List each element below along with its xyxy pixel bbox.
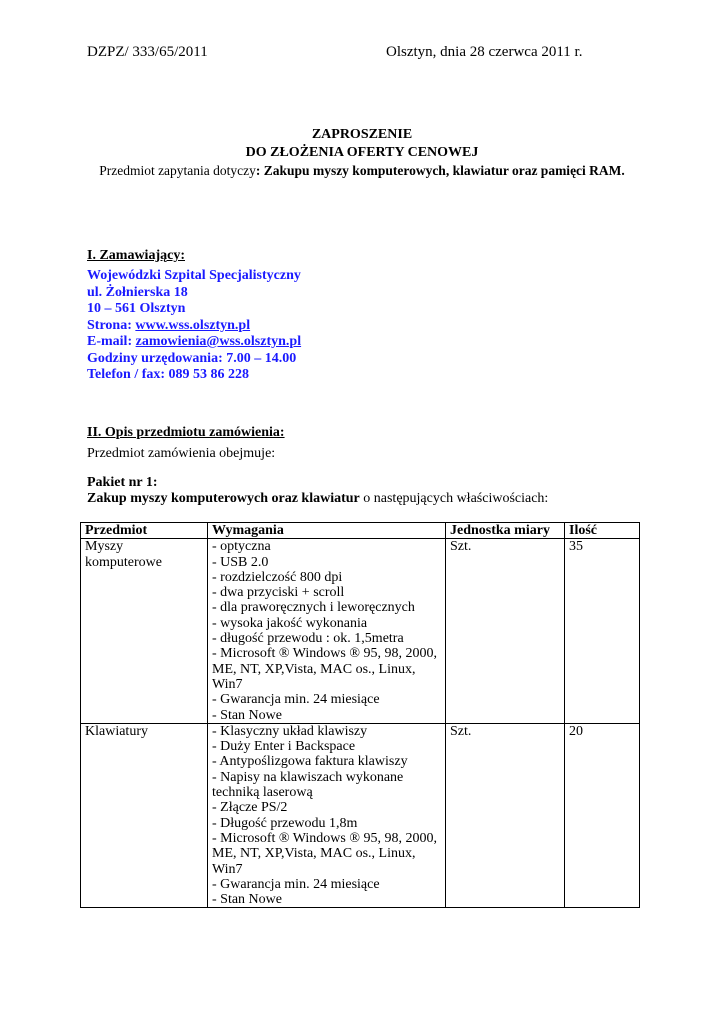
authority-website-row [87, 318, 301, 335]
contracting-authority [87, 268, 301, 384]
requirement-line: - wysoka jakość wykonania [212, 615, 368, 631]
cell-requirements [208, 539, 446, 724]
authority-email-row [87, 334, 301, 351]
order-intro: Przedmiot zamówienia obejmuje: [87, 446, 276, 461]
place-and-date: Olsztyn, dnia 28 czerwca 2011 r. [386, 44, 583, 60]
cell-requirements [208, 723, 446, 908]
document-title: ZAPROSZENIE [311, 127, 413, 142]
website-link[interactable]: www.wss.olsztyn.pl [135, 317, 251, 333]
requirement-line: - Stan Nowe [212, 892, 282, 908]
table-row [81, 539, 640, 724]
requirement-line: - dwa przyciski + scroll [212, 585, 345, 601]
inquiry-subject [0, 163, 724, 179]
authority-hours: Godziny urzędowania: 7.00 – 14.00 [87, 350, 297, 366]
requirement-line: - rozdzielczość 800 dpi [212, 569, 343, 585]
requirement-line: - Microsoft ® Windows ® 95, 98, 2000, ME, NT, XP,Vista, MAC os., Linux, Win7 [212, 646, 437, 692]
reference-number: DZPZ/ 333/65/2011 [87, 44, 208, 60]
section-2-heading: II. Opis przedmiotu zamówienia: [87, 425, 285, 440]
requirement-line: - Klasyczny układ klawiszy [212, 723, 368, 739]
document-subtitle: DO ZŁOŻENIA OFERTY CENOWEJ [245, 145, 479, 160]
inquiry-subject-colon: : [255, 163, 261, 178]
package-title: Zakup myszy komputerowych oraz klawiatur [87, 491, 360, 506]
authority-phone: Telefon / fax: 089 53 86 228 [87, 367, 250, 382]
section-1-heading: I. Zamawiający: [87, 248, 185, 263]
cell-unit: Szt. [446, 723, 565, 908]
requirement-line: - Gwarancja min. 24 miesiące [212, 876, 380, 892]
cell-item: Klawiatury [81, 723, 208, 908]
table-header-row [81, 523, 640, 539]
package-description [87, 491, 548, 507]
requirement-line: - Napisy na klawiszach wykonane techniką laserową [212, 769, 404, 801]
website-label: Strona: [87, 317, 132, 333]
cell-quantity: 35 [565, 539, 640, 724]
package-suffix: o następujących właściwościach: [363, 491, 549, 506]
inquiry-subject-label: Przedmiot zapytania dotyczy [99, 163, 256, 178]
package-label: Pakiet nr 1: [87, 475, 158, 490]
header-requirements: Wymagania [208, 523, 446, 539]
header-quantity: Ilość [565, 523, 640, 539]
requirement-line: - USB 2.0 [212, 554, 269, 570]
requirement-line: - dla praworęcznych i leworęcznych [212, 600, 415, 616]
authority-street: ul. Żołnierska 18 [87, 284, 188, 300]
table-row [81, 723, 640, 908]
requirement-line: - Antypoślizgowa faktura klawiszy [212, 754, 408, 770]
requirement-line: - Duży Enter i Backspace [212, 739, 356, 755]
requirement-line: - Długość przewodu 1,8m [212, 815, 358, 831]
requirements-table [80, 522, 640, 908]
cell-quantity: 20 [565, 723, 640, 908]
authority-city: 10 – 561 Olsztyn [87, 301, 186, 316]
header-item: Przedmiot [81, 523, 208, 539]
requirement-line: - długość przewodu : ok. 1,5metra [212, 631, 404, 647]
email-label: E-mail: [87, 334, 133, 349]
cell-unit: Szt. [446, 539, 565, 724]
header-unit: Jednostka miary [446, 523, 565, 539]
cell-item: Myszy komputerowe [81, 539, 208, 724]
authority-name: Wojewódzki Szpital Specjalistyczny [87, 268, 301, 283]
requirement-line: - Microsoft ® Windows ® 95, 98, 2000, ME, NT, XP,Vista, MAC os., Linux, Win7 [212, 830, 437, 877]
requirement-line: - optyczna [212, 539, 271, 555]
requirement-line: - Złącze PS/2 [212, 800, 288, 816]
requirement-line: - Stan Nowe [212, 707, 282, 723]
email-link[interactable]: zamowienia@wss.olsztyn.pl [135, 334, 302, 349]
inquiry-subject-text: Zakupu myszy komputerowych, klawiatur oraz pamięci RAM. [263, 163, 625, 178]
requirement-line: - Gwarancja min. 24 miesiące [212, 692, 380, 708]
